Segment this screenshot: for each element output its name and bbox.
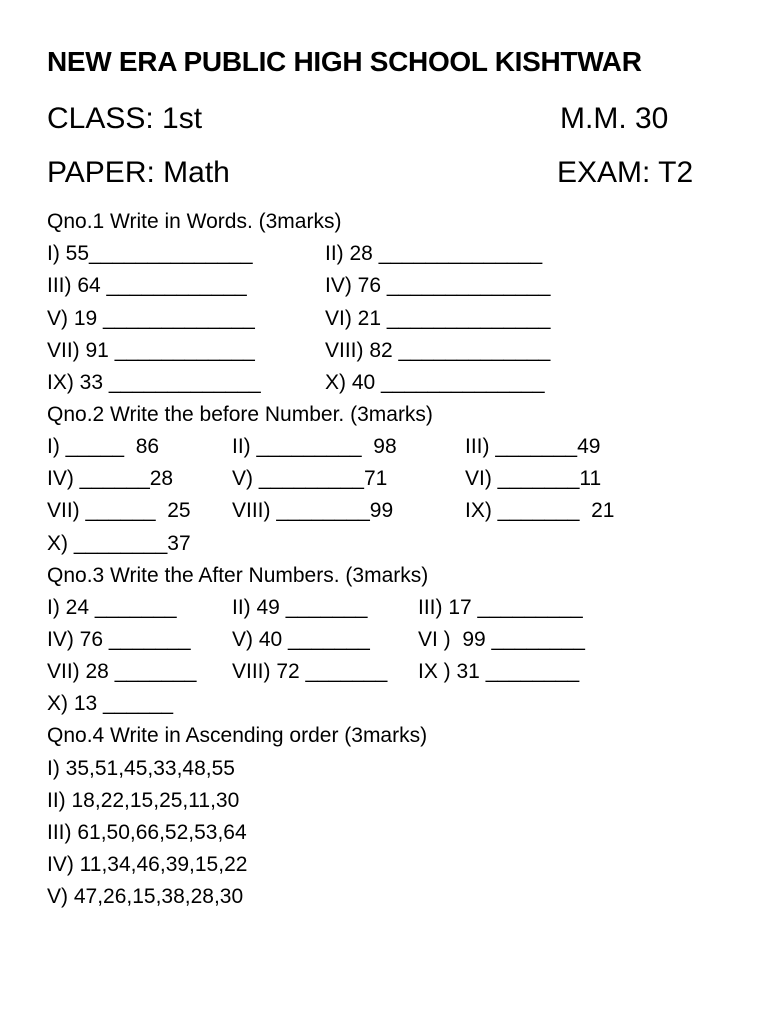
q3-heading: Qno.3 Write the After Numbers. (3marks): [47, 564, 429, 587]
q1-item: VI) 21 ______________: [325, 307, 551, 330]
school-title: NEW ERA PUBLIC HIGH SCHOOL KISHTWAR: [47, 46, 642, 77]
q3-item: I) 24 _______: [47, 596, 177, 619]
q3-item: II) 49 _______: [232, 596, 368, 619]
q1-item: X) 40 ______________: [325, 371, 545, 394]
q4-item: IV) 11,34,46,39,15,22: [47, 853, 248, 876]
q3-item: III) 17 _________: [418, 596, 583, 619]
q4-item: I) 35,51,45,33,48,55: [47, 757, 235, 780]
q2-item: VII) ______ 25: [47, 499, 191, 522]
q1-item: V) 19 _____________: [47, 307, 255, 330]
q2-heading: Qno.2 Write the before Number. (3marks): [47, 403, 433, 426]
q4-item: II) 18,22,15,25,11,30: [47, 789, 240, 812]
q1-item: III) 64 ____________: [47, 274, 247, 297]
q3-item: VII) 28 _______: [47, 660, 197, 683]
q2-item: III) _______49: [465, 435, 601, 458]
q1-item: VIII) 82 _____________: [325, 339, 551, 362]
q2-item: VIII) ________99: [232, 499, 394, 522]
q2-item: V) _________71: [232, 467, 388, 490]
q2-item: VI) _______11: [465, 467, 602, 490]
q1-heading: Qno.1 Write in Words. (3marks): [47, 210, 342, 233]
q3-item: X) 13 ______: [47, 692, 174, 715]
q2-item: II) _________ 98: [232, 435, 397, 458]
q1-item: IV) 76 ______________: [325, 274, 551, 297]
q2-item: IX) _______ 21: [465, 499, 615, 522]
q2-item: I) _____ 86: [47, 435, 160, 458]
q1-item: VII) 91 ____________: [47, 339, 255, 362]
q3-item: V) 40 _______: [232, 628, 370, 651]
q1-item: II) 28 ______________: [325, 242, 543, 265]
q4-item: V) 47,26,15,38,28,30: [47, 885, 244, 908]
q2-item: X) ________37: [47, 532, 191, 555]
q4-heading: Qno.4 Write in Ascending order (3marks): [47, 724, 428, 747]
max-marks: M.M. 30: [560, 102, 669, 135]
q3-item: IV) 76 _______: [47, 628, 191, 651]
class-label: CLASS: 1st: [47, 102, 203, 135]
q3-item: IX ) 31 ________: [418, 660, 580, 683]
q2-item: IV) ______28: [47, 467, 174, 490]
q3-item: VI ) 99 ________: [418, 628, 585, 651]
paper-label: PAPER: Math: [47, 156, 230, 189]
q1-item: I) 55______________: [47, 242, 253, 265]
q1-item: IX) 33 _____________: [47, 371, 261, 394]
q4-item: III) 61,50,66,52,53,64: [47, 821, 247, 844]
q3-item: VIII) 72 _______: [232, 660, 388, 683]
exam-label: EXAM: T2: [557, 156, 694, 189]
